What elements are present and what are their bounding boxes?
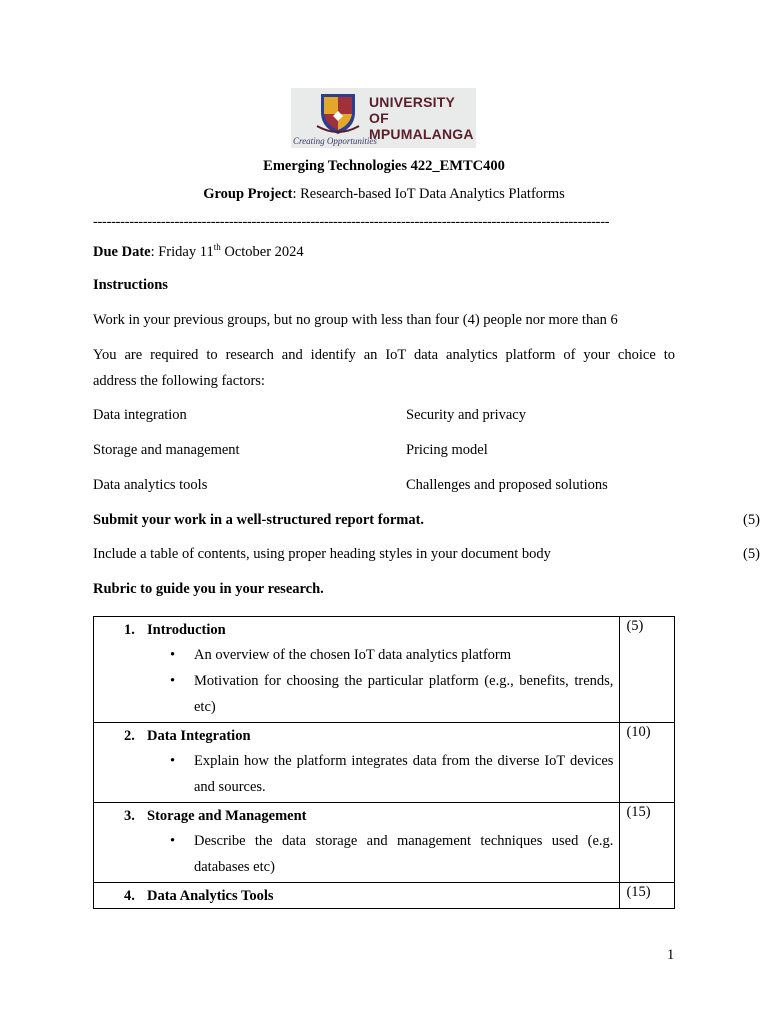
due-date-day: : Friday 11 [150, 243, 214, 260]
rubric-marks: (10) [620, 723, 675, 803]
rubric-heading-text: Rubric to guide you in your research. [93, 581, 324, 597]
toc-instruction [93, 546, 760, 563]
factor-right-2: Pricing model [406, 442, 488, 458]
toc-text: Include a table of contents, using proper heading styles in your document body [93, 546, 551, 562]
rubric-marks: (5) [620, 617, 675, 723]
project-label: Group Project [203, 186, 293, 202]
rubric-item-number: 1. [124, 622, 135, 638]
rubric-item-heading [94, 723, 619, 748]
rubric-row-storage-management [94, 803, 675, 883]
due-date [93, 242, 675, 261]
factor-left-3: Data analytics tools [93, 477, 208, 493]
factor-left-2: Storage and management [93, 442, 240, 458]
project-title-text: : Research-based IoT Data Analytics Platforms [292, 186, 565, 202]
rubric-marks: (15) [620, 883, 675, 909]
rubric-item-heading [94, 803, 619, 828]
rubric-bullet: • Describe the data storage and management techniques used (e.g. databases etc) [194, 828, 613, 880]
instructions-heading-text: Instructions [93, 277, 168, 293]
rubric-bullet: • Motivation for choosing the particular platform (e.g., benefits, trends, etc) [194, 668, 613, 720]
rubric-item-heading [94, 617, 619, 642]
rubric-table [93, 616, 675, 909]
university-name [369, 94, 476, 142]
rubric-bullet-list [94, 748, 619, 802]
due-date-month-year: October 2024 [220, 243, 304, 260]
rubric-cell-content [94, 883, 620, 909]
instruction-groups: Work in your previous groups, but no group with less than four (4) people nor more than 6 [93, 312, 618, 328]
rubric-item-title: Data Integration [147, 728, 251, 744]
rubric-cell-content [94, 723, 620, 803]
university-tagline: Creating Opportunities [293, 136, 377, 146]
submit-text: Submit your work in a well-structured report format. [93, 512, 425, 528]
submit-marks: (5) [743, 512, 760, 528]
instruction-research-line1: You are required to research and identify an IoT data analytics platform of your choice to [93, 347, 675, 363]
rubric-bullet-list [94, 642, 619, 722]
rubric-item-title: Data Analytics Tools [147, 888, 274, 904]
rubric-marks: (15) [620, 803, 675, 883]
university-crest-icon [313, 90, 363, 136]
rubric-item-number: 3. [124, 808, 135, 824]
course-title [93, 158, 675, 175]
instruction-research-line2: address the following factors: [93, 373, 265, 389]
page-number: 1 [667, 947, 675, 963]
due-date-superscript: th [213, 242, 221, 252]
toc-marks: (5) [743, 546, 760, 562]
rubric-item-title: Storage and Management [147, 808, 307, 824]
rubric-item-title: Introduction [147, 622, 226, 638]
rubric-cell-content [94, 803, 620, 883]
rubric-bullet: • Explain how the platform integrates data from the diverse IoT devices and sources. [194, 748, 613, 800]
university-logo [291, 88, 476, 148]
rubric-item-number: 2. [124, 728, 135, 744]
rubric-bullet-list [94, 828, 619, 882]
submit-instruction [93, 512, 760, 529]
rubric-cell-content [94, 617, 620, 723]
university-name-line1: UNIVERSITY OF [369, 94, 455, 126]
rubric-row-data-integration [94, 723, 675, 803]
rubric-item-heading [94, 883, 619, 908]
course-title-text: Emerging Technologies 422_EMTC400 [263, 158, 505, 174]
rubric-row-data-analytics-tools [94, 883, 675, 909]
rubric-row-introduction [94, 617, 675, 723]
separator-line: ------------------------------------------------------------------------------------------------------------------ [93, 214, 610, 230]
instructions-heading [93, 277, 675, 294]
factor-left-1: Data integration [93, 407, 187, 423]
factor-right-3: Challenges and proposed solutions [406, 477, 608, 493]
rubric-item-number: 4. [124, 888, 135, 904]
project-title [93, 186, 675, 203]
rubric-heading [93, 581, 675, 598]
university-name-line2: MPUMALANGA [369, 126, 474, 142]
due-date-label: Due Date [93, 243, 151, 260]
factor-right-1: Security and privacy [406, 407, 526, 423]
rubric-bullet: • An overview of the chosen IoT data analytics platform [194, 642, 613, 668]
